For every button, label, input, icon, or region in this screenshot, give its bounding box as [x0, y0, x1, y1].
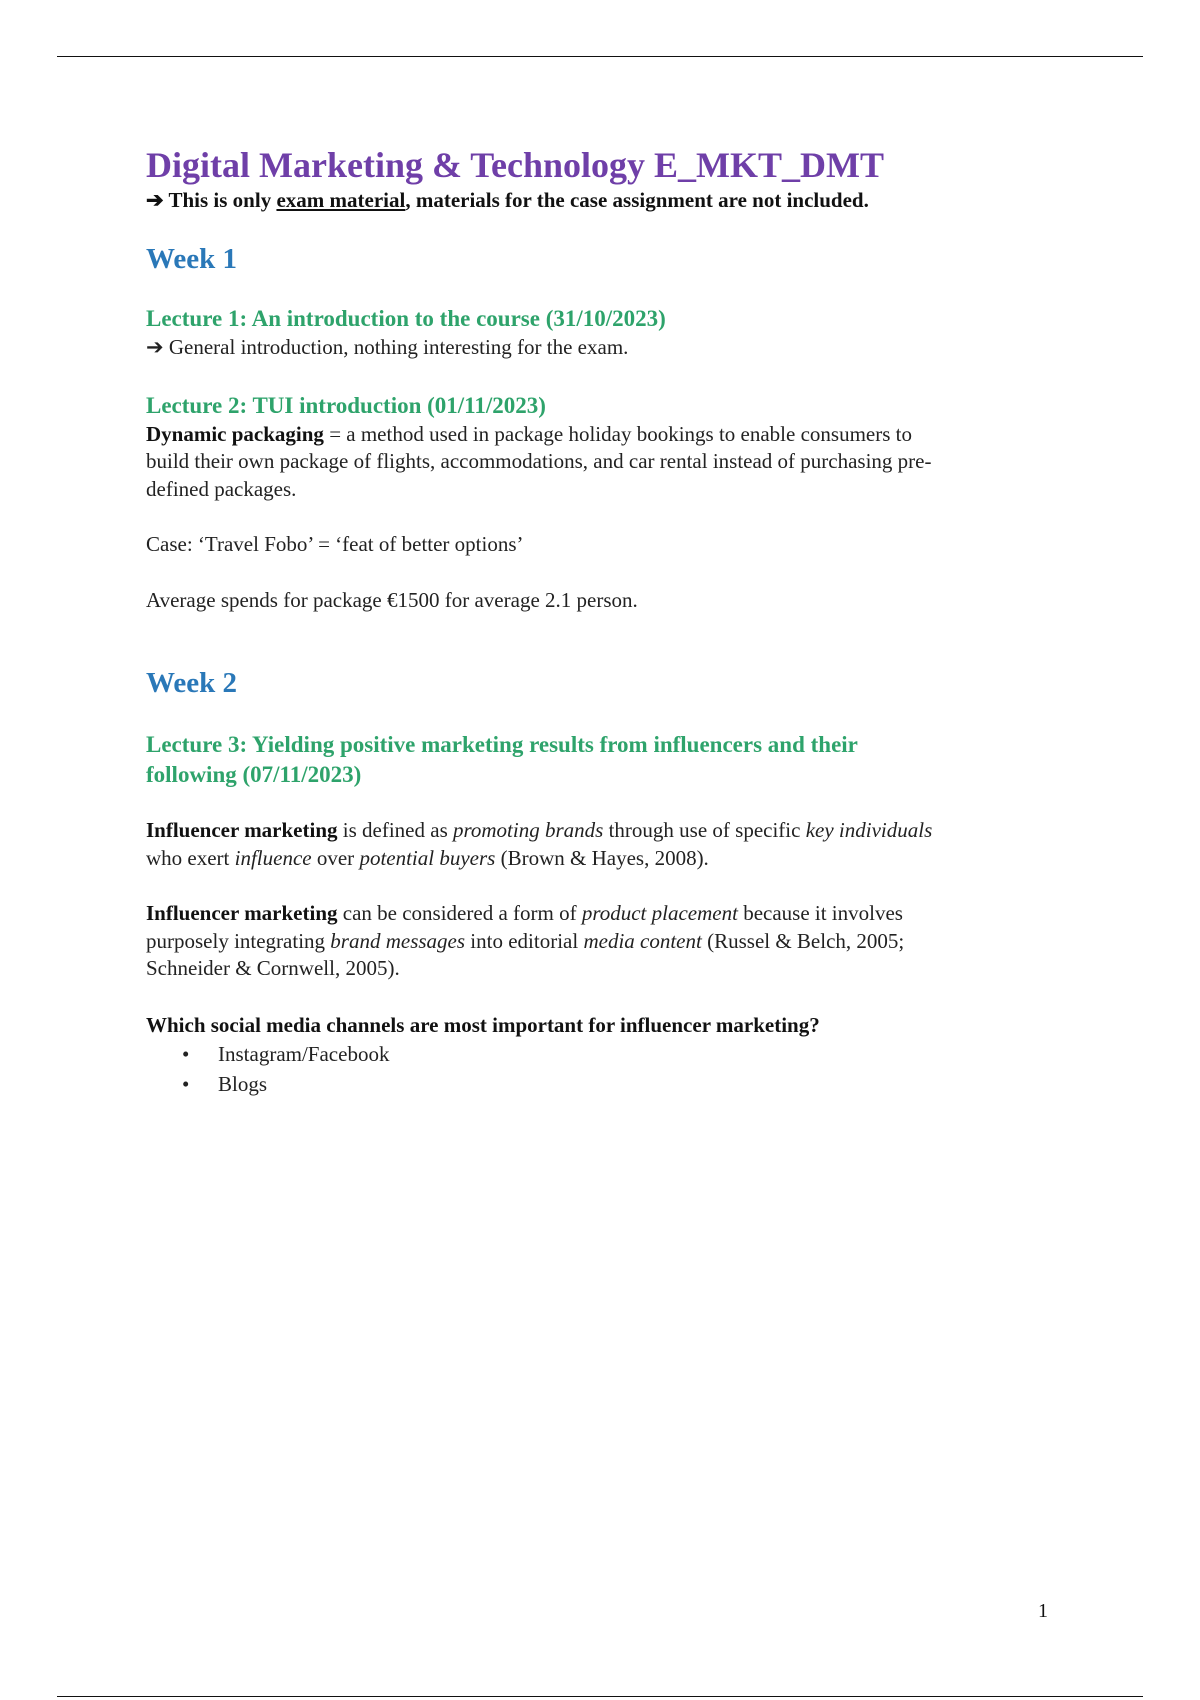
channels-question: Which social media channels are most important for influencer marketing?	[146, 1012, 820, 1037]
bullet-icon: •	[182, 1071, 190, 1096]
term: Dynamic packaging	[146, 421, 324, 446]
week-1-heading: Week 1	[146, 243, 238, 275]
dynamic-packaging-definition: Dynamic packaging = a method used in package holiday bookings to enable consumers to build their own package of flights, accommodations, and car rental instead of purchasing pre- defined packages.	[146, 421, 932, 501]
week-2-heading: Week 2	[146, 667, 238, 699]
lecture-1-note: ➔ General introduction, nothing interesting for the exam.	[146, 335, 629, 359]
exam-material-underline: exam material	[276, 188, 406, 212]
document-title: Digital Marketing & Technology E_MKT_DMT	[146, 145, 884, 185]
term: Influencer marketing	[146, 901, 338, 925]
document-body	[146, 145, 1066, 1099]
average-spend-line: Average spends for package €1500 for average 2.1 person.	[146, 587, 638, 612]
arrow-icon: ➔	[146, 188, 164, 212]
arrow-icon: ➔	[146, 335, 164, 359]
bullet-icon: •	[182, 1041, 190, 1066]
exam-note: ➔ This is only exam material, materials for the case assignment are not included.	[146, 188, 869, 212]
list-item: • Blogs	[146, 1069, 1066, 1099]
term: Influencer marketing	[146, 818, 338, 842]
product-placement-paragraph: Influencer marketing can be considered a form of product placement because it involves purposely integrating brand messages into editorial media content (Russel & Belch, 2005; Schneider & Cornwell, 2005).	[146, 901, 905, 980]
channels-list	[146, 1039, 1066, 1099]
influencer-definition: Influencer marketing is defined as promoting brands through use of specific key individuals who exert influence over potential buyers (Brown & Hayes, 2008).	[146, 818, 933, 870]
lecture-3-title: Lecture 3: Yielding positive marketing results from influencers and their following (07/11/2023)	[146, 732, 858, 787]
page-number: 1	[1038, 1600, 1048, 1622]
case-line: Case: ‘Travel Fobo’ = ‘feat of better options’	[146, 532, 524, 556]
lecture-1-title: Lecture 1: An introduction to the course (31/10/2023)	[146, 306, 666, 331]
header-rule	[57, 56, 1143, 57]
lecture-2-title: Lecture 2: TUI introduction (01/11/2023)	[146, 392, 546, 418]
list-item: • Instagram/Facebook	[146, 1039, 1066, 1069]
footer-rule	[57, 1696, 1143, 1697]
